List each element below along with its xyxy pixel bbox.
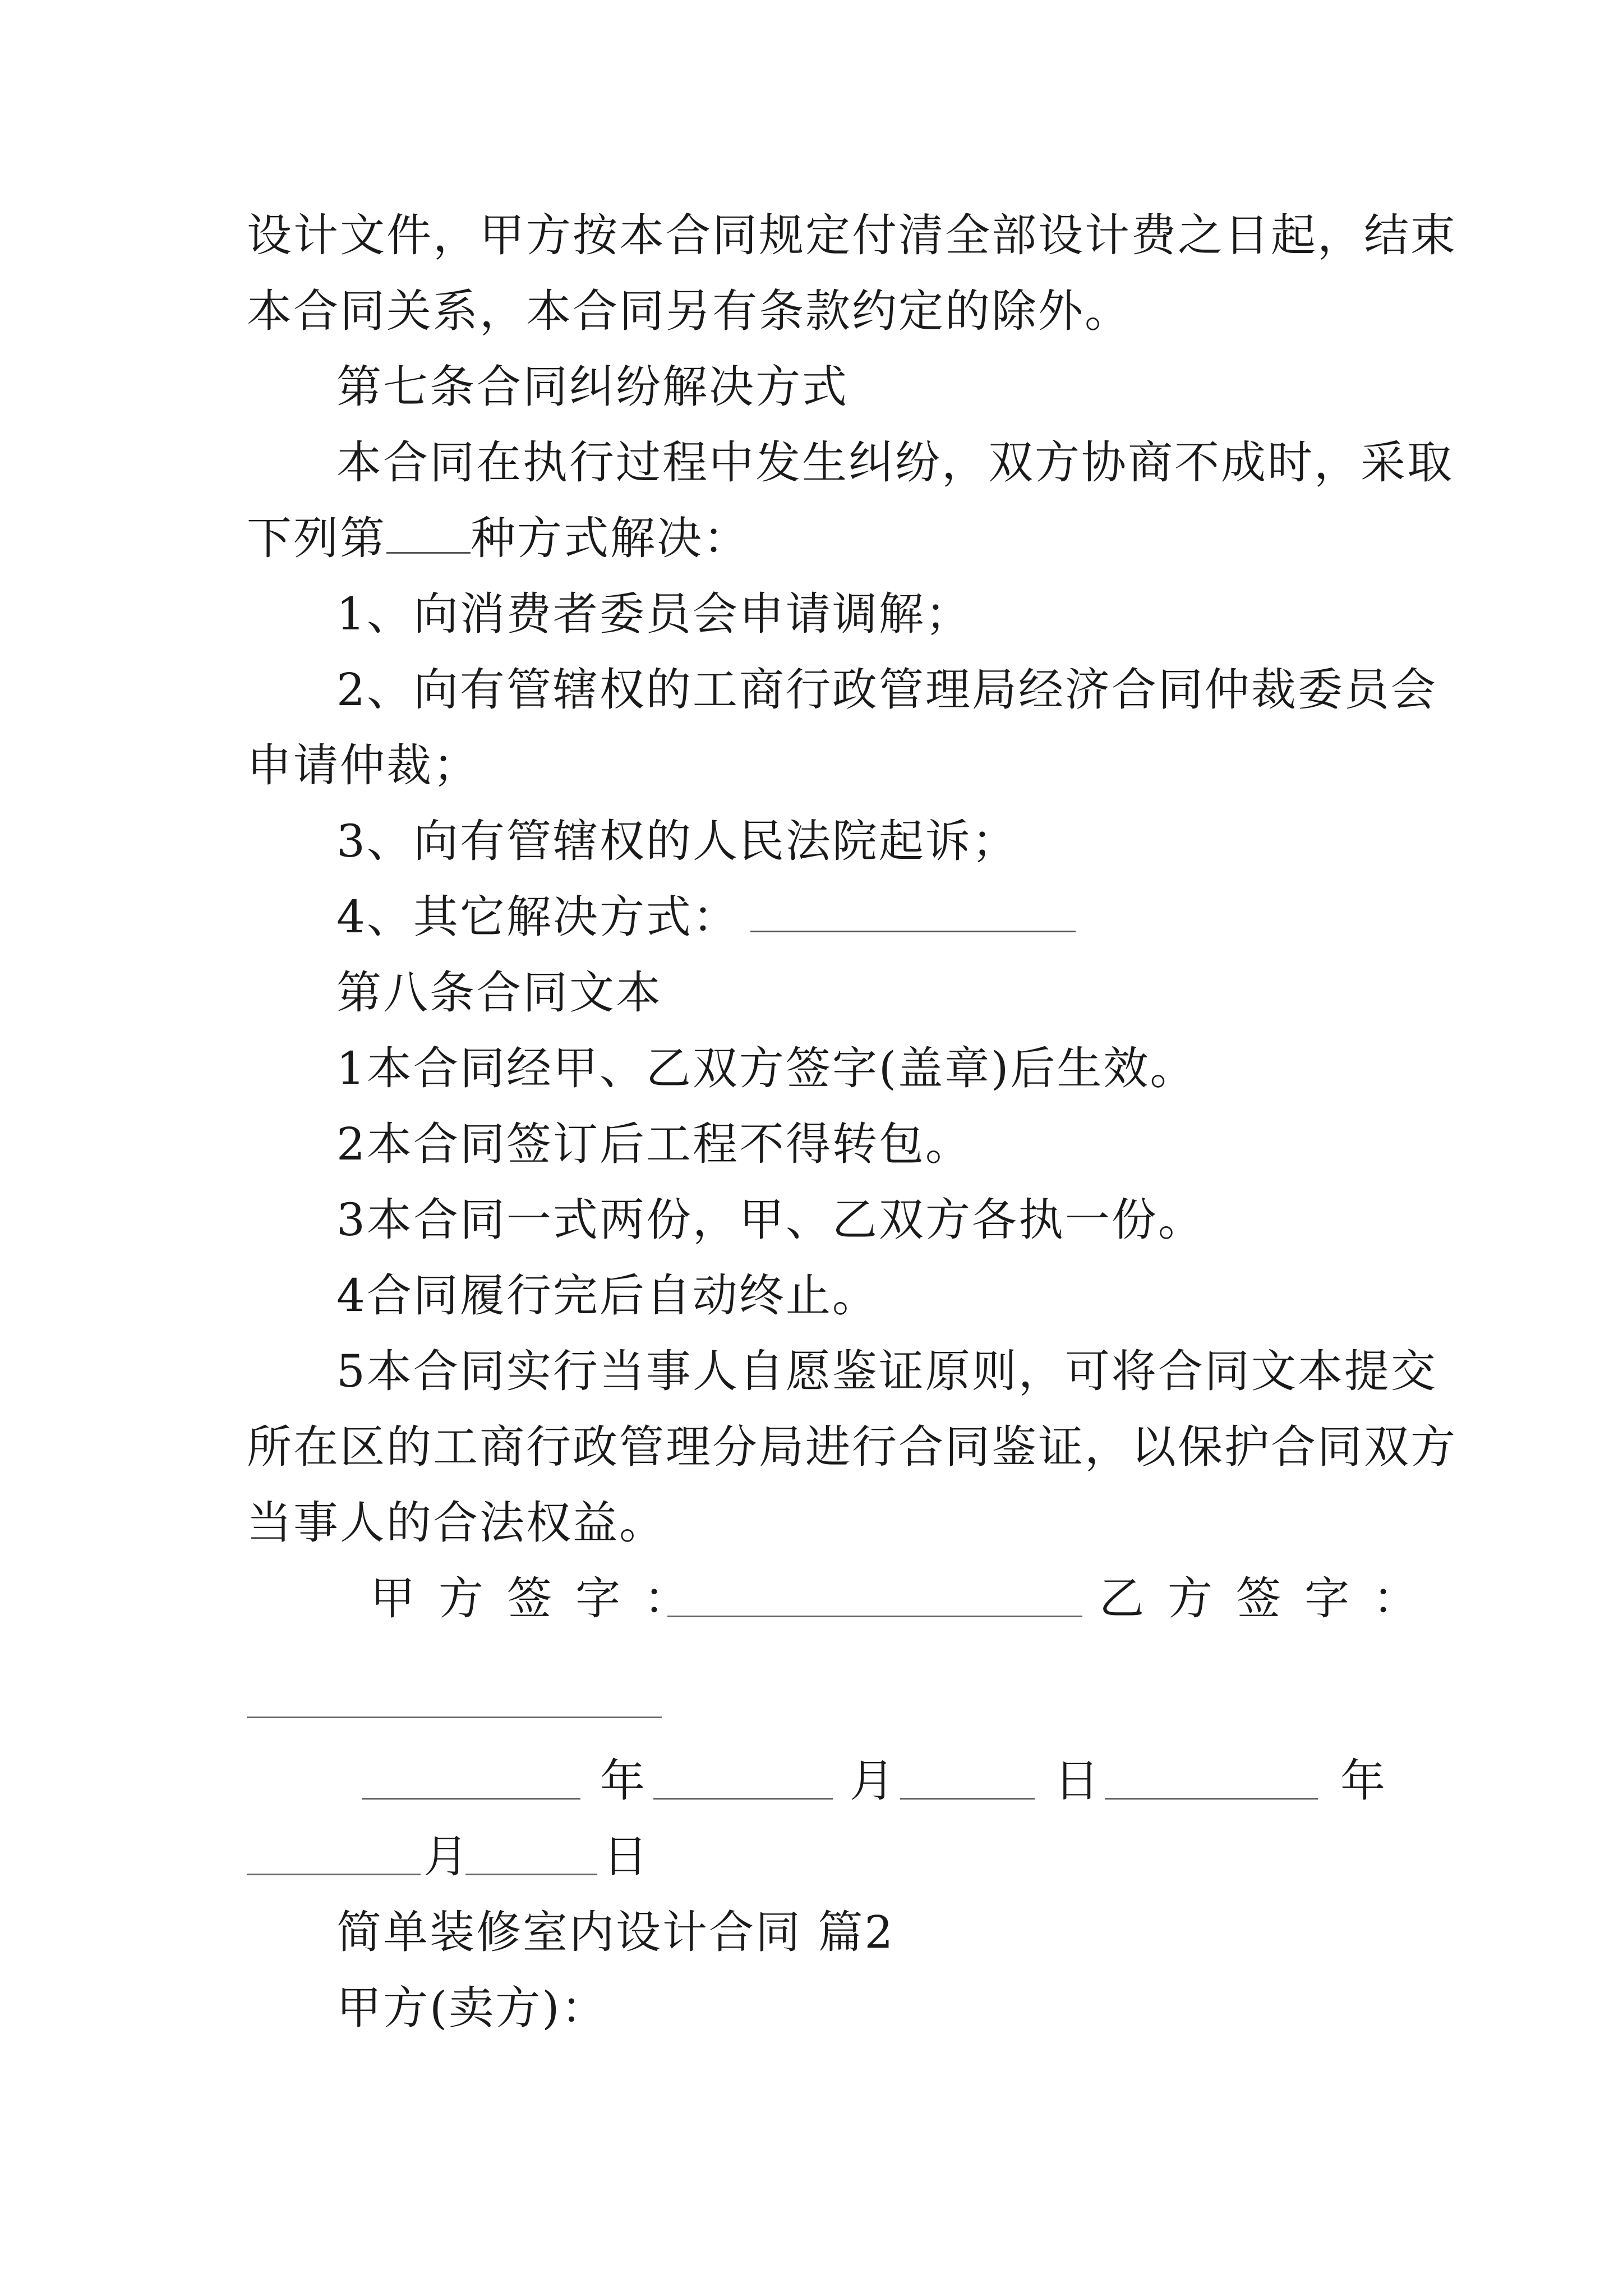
party-b-signature-field[interactable] xyxy=(247,1717,662,1718)
clause-item: 3本合同一式两份，甲、乙双方各执一份。 xyxy=(336,1194,1205,1246)
month-label: 月 xyxy=(423,1830,470,1883)
paragraph-line: 本合同在执行过程中发生纠纷，双方协商不成时，采取 xyxy=(336,436,1454,489)
fill-in-blank[interactable] xyxy=(386,513,471,554)
party-b-signature-label: 乙方签字： xyxy=(1099,1572,1441,1625)
option-item: 1、向消费者委员会申请调解； xyxy=(336,588,972,640)
paragraph-line: 所在区的工商行政管理分局进行合同鉴证，以保护合同双方 xyxy=(247,1421,1457,1473)
fill-in-blank[interactable] xyxy=(750,891,1076,932)
party-a-day-field[interactable] xyxy=(900,1798,1035,1800)
party-a-year-field[interactable] xyxy=(362,1798,580,1800)
paragraph-line: 申请仲裁； xyxy=(247,739,479,792)
party-b-day-field[interactable] xyxy=(465,1874,597,1875)
text-segment: 种方式解决： xyxy=(471,512,750,564)
day-label: 日 xyxy=(603,1830,649,1883)
party-a-month-field[interactable] xyxy=(653,1798,833,1800)
text-segment: 下列第 xyxy=(247,512,386,564)
day-label: 日 xyxy=(1054,1755,1101,1807)
party-b-year-field[interactable] xyxy=(1105,1798,1318,1800)
option-item: 3、向有管辖权的人民法院起诉； xyxy=(336,815,1018,867)
year-label: 年 xyxy=(600,1755,647,1807)
clause-item: 5本合同实行当事人自愿鉴证原则，可将合同文本提交 xyxy=(336,1345,1437,1397)
party-a-signature-field[interactable] xyxy=(667,1616,1082,1617)
paragraph-line xyxy=(247,510,1380,567)
clause-item: 2本合同签订后工程不得转包。 xyxy=(336,1118,972,1170)
paragraph-line: 本合同关系，本合同另有条款约定的除外。 xyxy=(247,285,1131,337)
month-label: 月 xyxy=(850,1755,896,1807)
party-a-label: 甲方(卖方)： xyxy=(336,1982,608,2034)
clause-item: 1本合同经甲、乙双方签字(盖章)后生效。 xyxy=(336,1042,1197,1094)
party-b-month-field[interactable] xyxy=(247,1874,421,1875)
text-segment: 4、其它解决方式： xyxy=(336,891,739,943)
paragraph-line: 当事人的合法权益。 xyxy=(247,1497,666,1549)
party-a-signature-label: 甲方签字： xyxy=(370,1572,712,1625)
option-item: 2、向有管辖权的工商行政管理局经济合同仲裁委员会 xyxy=(336,664,1437,716)
article-8-title: 第八条合同文本 xyxy=(336,967,662,1019)
article-7-title: 第七条合同纠纷解决方式 xyxy=(336,361,849,413)
section-2-title: 简单装修室内设计合同 篇2 xyxy=(336,1906,895,1958)
paragraph-line: 设计文件，甲方按本合同规定付清全部设计费之日起，结束 xyxy=(247,209,1457,261)
year-label: 年 xyxy=(1340,1755,1387,1807)
clause-item: 4合同履行完后自动终止。 xyxy=(336,1269,879,1322)
option-item xyxy=(336,889,1380,945)
